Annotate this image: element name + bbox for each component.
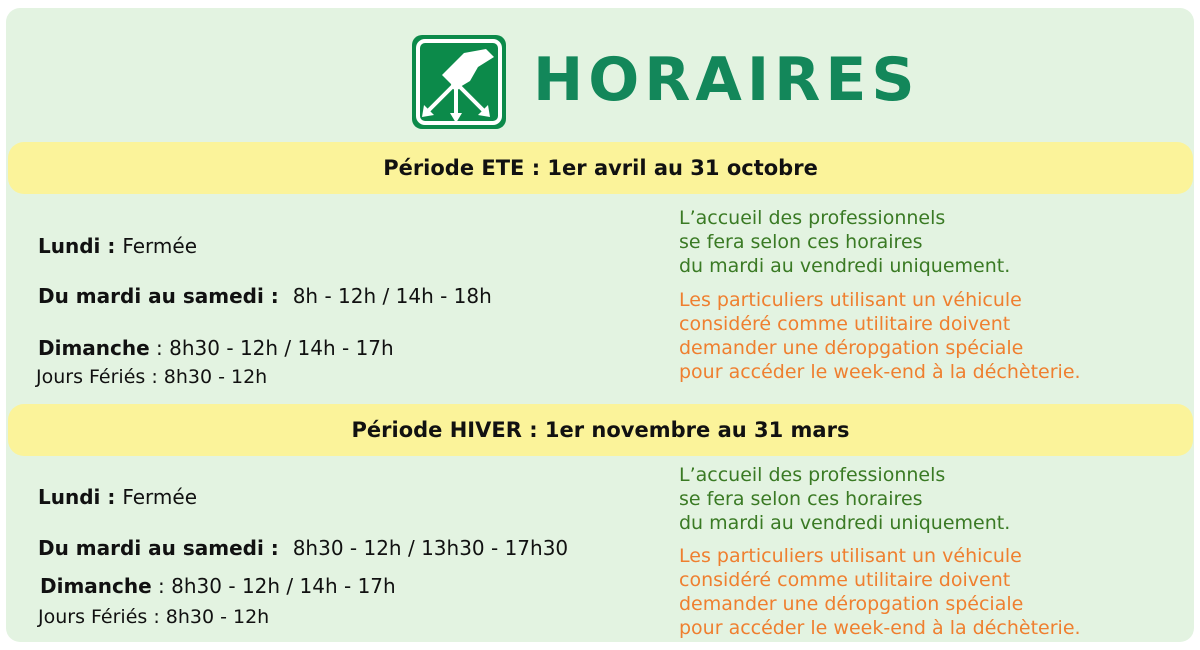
- schedule-row: [38, 606, 269, 628]
- note-line: demander une déropgation spéciale: [679, 593, 1024, 615]
- private-vehicle-note: [679, 288, 1081, 384]
- hand-dropping-items-icon: [412, 35, 506, 129]
- hours-value: Fermée: [122, 234, 198, 258]
- schedule-row: [38, 536, 568, 560]
- separator: :: [151, 574, 172, 598]
- professional-note: [679, 206, 1010, 278]
- day-label: Lundi: [38, 485, 101, 509]
- note-line: du mardi au vendredi uniquement.: [679, 512, 1011, 534]
- separator: :: [147, 606, 166, 628]
- hours-value: 8h30 - 12h: [165, 606, 270, 628]
- note-line: considéré comme utilitaire doivent: [679, 569, 1011, 591]
- note-line: L’accueil des professionnels: [679, 464, 946, 486]
- separator: :: [145, 366, 164, 388]
- separator: :: [100, 234, 123, 258]
- period-ete-heading: Période ETE : 1er avril au 31 octobre: [8, 142, 1193, 194]
- day-label: Lundi: [38, 234, 101, 258]
- hours-value: Fermée: [122, 485, 198, 509]
- schedule-row: [36, 366, 267, 388]
- schedule-row: [38, 336, 394, 360]
- period-hiver-heading: Période HIVER : 1er novembre au 31 mars: [8, 404, 1193, 456]
- separator: :: [263, 536, 293, 560]
- note-line: pour accéder le week-end à la déchèterie.: [679, 361, 1081, 383]
- day-label: Dimanche: [38, 336, 150, 360]
- note-line: se fera selon ces horaires: [679, 488, 923, 510]
- note-line: pour accéder le week-end à la déchèterie.: [679, 617, 1081, 639]
- page-title: HORAIRES: [533, 45, 920, 115]
- hours-value: 8h30 - 12h: [163, 366, 268, 388]
- hours-value: 8h30 - 12h / 13h30 - 17h30: [292, 536, 569, 560]
- schedule-row: [38, 485, 197, 509]
- hours-value: 8h30 - 12h / 14h - 17h: [169, 336, 394, 360]
- professional-note: [679, 463, 1010, 535]
- day-label: Jours Fériés: [36, 366, 146, 388]
- day-label: Du mardi au samedi: [38, 536, 264, 560]
- schedule-row: [38, 284, 492, 308]
- separator: :: [100, 485, 123, 509]
- schedule-row: [40, 574, 396, 598]
- day-label: Dimanche: [40, 574, 152, 598]
- day-label: Du mardi au samedi: [38, 284, 264, 308]
- note-line: se fera selon ces horaires: [679, 231, 923, 253]
- schedule-row: [38, 234, 197, 258]
- hours-value: 8h - 12h / 14h - 18h: [292, 284, 492, 308]
- day-label: Jours Fériés: [38, 606, 148, 628]
- note-line: considéré comme utilitaire doivent: [679, 313, 1011, 335]
- separator: :: [149, 336, 170, 360]
- hours-value: 8h30 - 12h / 14h - 17h: [171, 574, 396, 598]
- note-line: Les particuliers utilisant un véhicule: [679, 289, 1022, 311]
- note-line: demander une déropgation spéciale: [679, 337, 1024, 359]
- note-line: du mardi au vendredi uniquement.: [679, 255, 1011, 277]
- separator: :: [263, 284, 293, 308]
- note-line: L’accueil des professionnels: [679, 207, 946, 229]
- private-vehicle-note: [679, 544, 1081, 640]
- note-line: Les particuliers utilisant un véhicule: [679, 545, 1022, 567]
